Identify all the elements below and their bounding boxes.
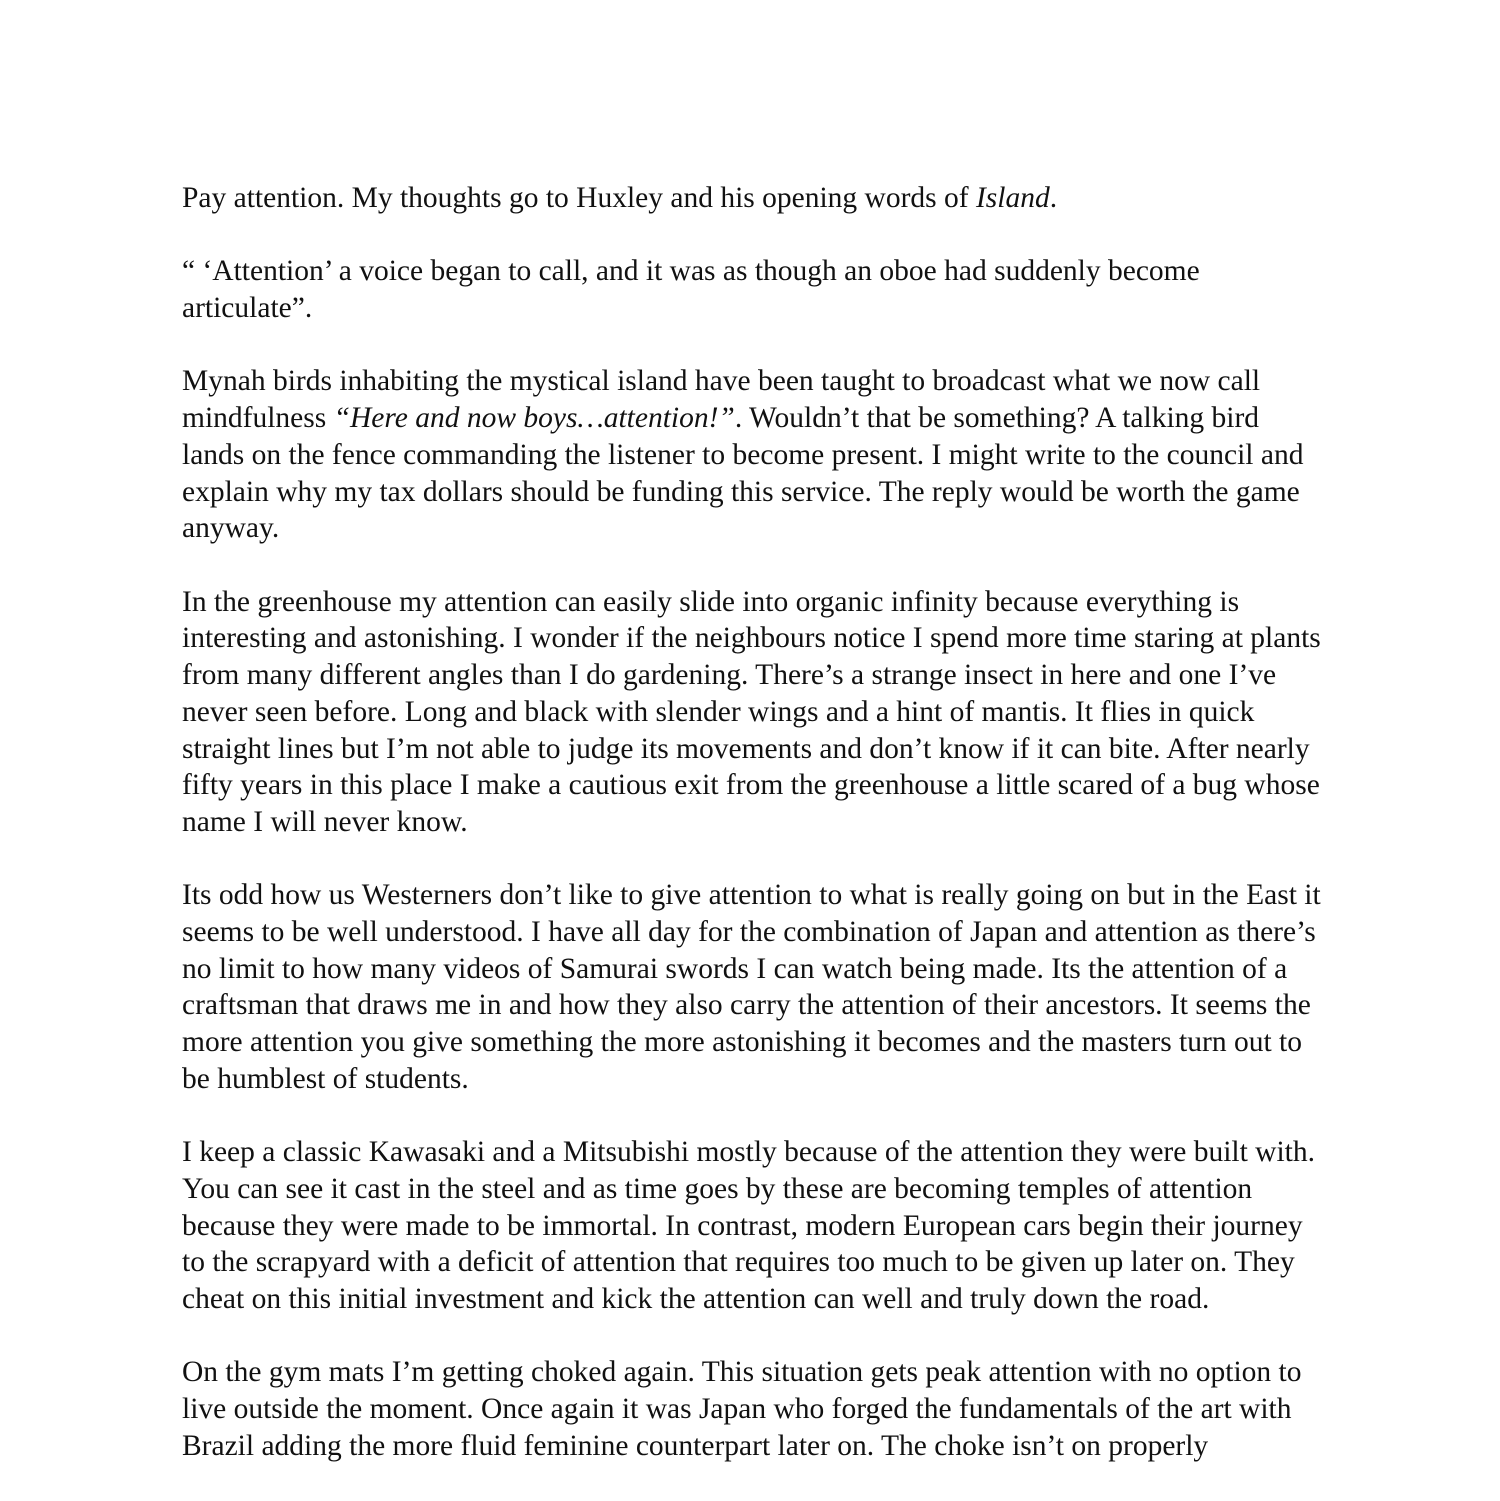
book-title-island: Island — [975, 182, 1050, 214]
paragraph-3-start: Mynah birds inhabiting the mystical island have been taught to broadcast what we now call mindfulness — [182, 365, 1261, 435]
paragraph-7: On the gym mats I’m getting choked again. This situation gets peak attention with no option to live outside the moment. Once again it was Japan who forged the fundamentals of the art with Brazil adding the more fluid feminine counterpart later on. The choke isn’t on properly — [182, 1356, 1302, 1462]
paragraph-1 — [182, 180, 1322, 217]
paragraph-4: In the greenhouse my attention can easily slide into organic infinity because everything is interesting and astonishing. I wonder if the neighbours notice I spend more time staring at plants from many different angles than I do gardening. There’s a strange insect in here and one I’ve never seen before. Long and black with slender wings and a hint of mantis. It flies in quick straight lines but I’m not able to judge its movements and don’t know if it can bite. After nearly fifty years in this place I make a cautious exit from the greenhouse a little scared of a bug whose name I will never know. — [182, 585, 1321, 838]
mynah-quote: “Here and now boys…attention!” — [333, 402, 735, 435]
paragraph-1-text: Pay attention. My thoughts go to Huxley and his opening words of — [182, 182, 976, 214]
paragraph-3 — [182, 363, 1322, 547]
paragraph-6: I keep a classic Kawasaki and a Mitsubishi mostly because of the attention they were built with. You can see it cast in the steel and as time goes by these are becoming temples of attention because they were made to be immortal. In contrast, modern European cars begin their journey to the scrapyard with a deficit of attention that requires too much to be given up later on. They cheat on this initial investment and kick the attention can well and truly down the road. — [182, 1136, 1315, 1316]
paragraph-5: Its odd how us Westerners don’t like to give attention to what is really going on but in the East it seems to be well understood. I have all day for the combination of Japan and attention as there’s no limit to how many videos of Samurai swords I can watch being made. Its the attention of a craftsman that draws me in and how they also carry the attention of their ancestors. It seems the more attention you give something the more astonishing it becomes and the masters turn out to be humblest of students. — [182, 879, 1321, 1095]
paragraph-2-quote: “ ‘Attention’ a voice began to call, and it was as though an oboe had suddenly become articulate”. — [182, 255, 1200, 325]
paragraph-3-rest: . Wouldn’t that be something? A talking bird lands on the fence commanding the listener to become present. I might write to the council and explain why my tax dollars should be funding this service. The reply would be worth the game anyway. — [182, 402, 1304, 545]
document-page — [182, 180, 1322, 1501]
paragraph-1-end: . — [1049, 182, 1058, 214]
